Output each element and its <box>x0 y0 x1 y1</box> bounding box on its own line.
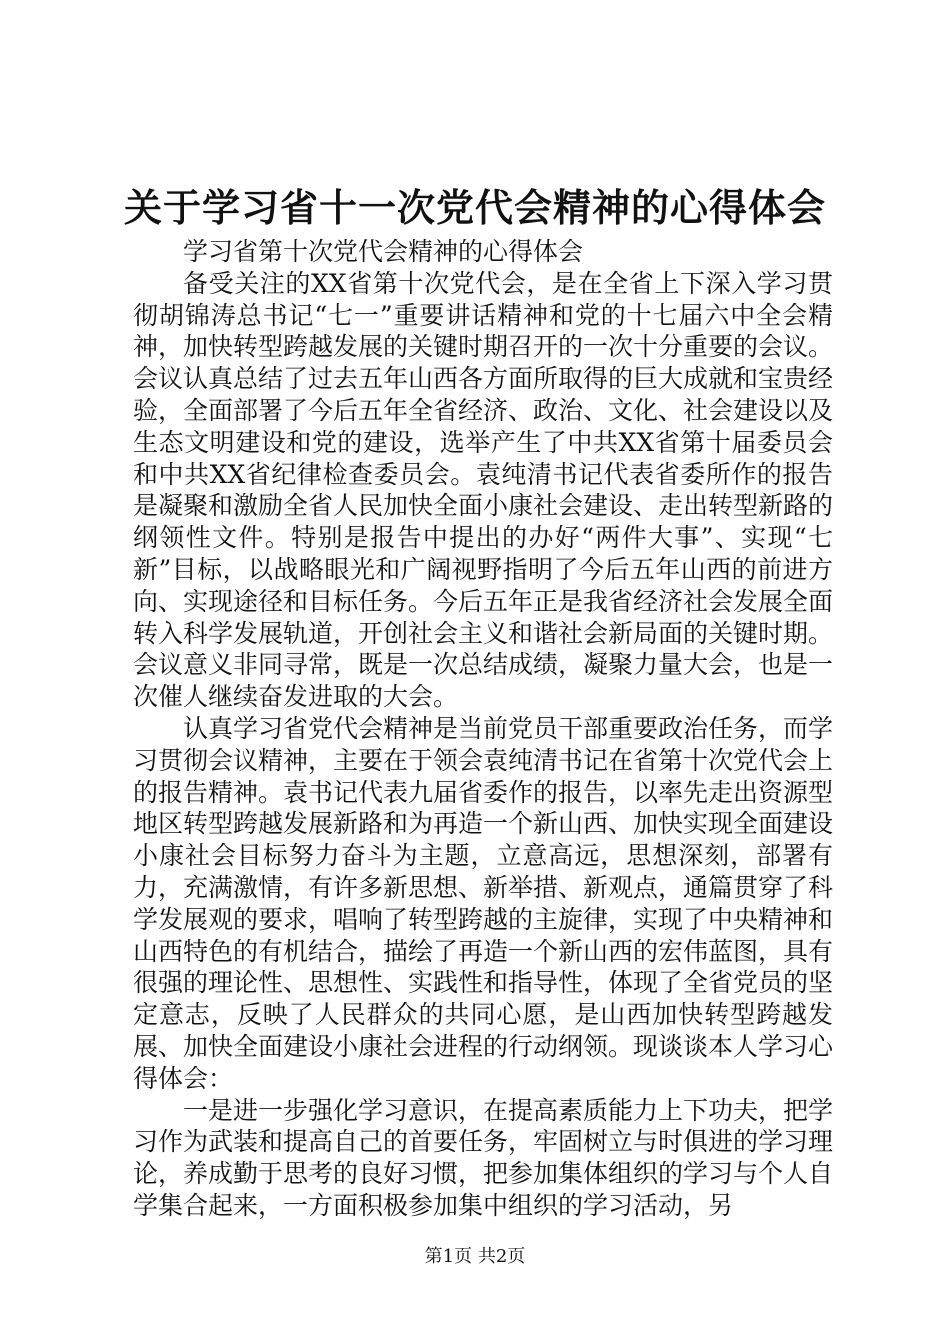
body-paragraph: 认真学习省党代会精神是当前党员干部重要政治任务，而学习贯彻会议精神，主要在于领会袁纯清书记在省第十次党代会上的报告精神。袁书记代表九届省委作的报告，以率先走出资源型地区转型跨越发展新路和为再造一个新山西、加快实现全面建设小康社会目标努力奋斗为主题，立意高远，思想深刻，部署有力，充满激情，有许多新思想、新举措、新观点，通篇贯穿了科学发展观的要求，唱响了转型跨越的主旋律，实现了中央精神和山西特色的有机结合，描绘了再造一个新山西的宏伟蓝图，具有很强的理论性、思想性、实践性和指导性，体现了全省党员的坚定意志，反映了人民群众的共同心愿，是山西加快转型跨越发展、加快全面建设小康社会进程的行动纲领。现谈谈本人学习心得体会： <box>133 713 834 1093</box>
document-body <box>133 236 833 1222</box>
body-paragraph: 一是进一步强化学习意识，在提高素质能力上下功夫，把学习作为武装和提高自己的首要任务，牢固树立与时俱进的学习理论，养成勤于思考的良好习惯，把参加集体组织的学习与个人自学集合起来，一方面积极参加集中组织的学习活动，另 <box>133 1095 834 1220</box>
body-paragraph: 备受关注的XX省第十次党代会，是在全省上下深入学习贯彻胡锦涛总书记“七一”重要讲话精神和党的十七届六中全会精神，加快转型跨越发展的关键时期召开的一次十分重要的会议。会议认真总结了过去五年山西各方面所取得的巨大成就和宝贵经验，全面部署了今后五年全省经济、政治、文化、社会建设以及生态文明建设和党的建设，选举产生了中共XX省第十届委员会和中共XX省纪律检查委员会。袁纯清书记代表省委所作的报告是凝聚和激励全省人民加快全面小康社会建设、走出转型新路的纲领性文件。特别是报告中提出的办好“两件大事”、实现“七新”目标，以战略眼光和广阔视野指明了今后五年山西的前进方向、实现途径和目标任务。今后五年正是我省经济社会发展全面转入科学发展轨道，开创社会主义和谐社会新局面的关键时期。会议意义非同寻常，既是一次总结成绩，凝聚力量大会，也是一次催人继续奋发进取的大会。 <box>133 268 834 712</box>
subtitle-paragraph: 学习省第十次党代会精神的心得体会 <box>183 237 584 266</box>
document-title: 关于学习省十一次党代会精神的心得体会 <box>123 185 826 230</box>
page-number-footer: 第1页 共2页 <box>424 1246 526 1267</box>
